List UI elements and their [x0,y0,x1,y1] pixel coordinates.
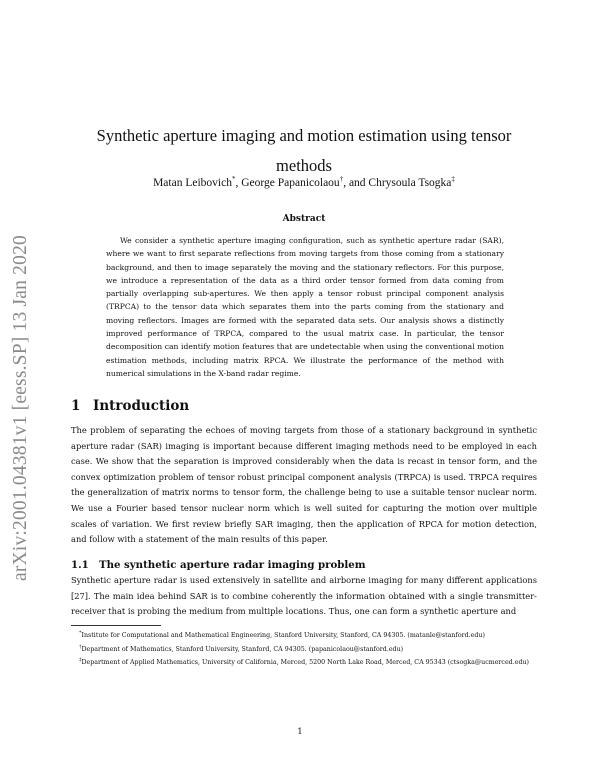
author-name: Matan Leibovich [153,176,232,189]
footnote-text: Institute for Computational and Mathematical Engineering, Stanford University, Stanford, CA 94305. (matanle@stanford.edu) [81,632,485,640]
footnote-text: Department of Applied Mathematics, University of California, Merced, 5200 North Lake Road, Merced, CA 95343 (ctsogka@ucmerced.edu) [81,659,529,667]
section-heading-introduction [71,398,189,414]
paper-title: Synthetic aperture imaging and motion estimation using tensor methods [96,126,512,176]
sar-paragraph: Synthetic aperture radar is used extensively in satellite and airborne imaging for many different applications [27]. The main idea behind SAR is to combine coherently the information obtained with a single transmitter-receiver that is probing the medium from multiple locations. Thus, one can form a synthetic aperture and [71,575,537,617]
subsection-heading-sar [71,559,366,571]
footnote-mark: ‡ [79,657,82,663]
footnote [71,628,537,642]
footnote-text: Department of Mathematics, Stanford University, Stanford, CA 94305. (papanicolaou@stanford.edu) [81,645,404,653]
footnote-mark: * [79,630,82,636]
footnote [71,655,537,669]
footnote-rule [71,625,161,626]
abstract-text: We consider a synthetic aperture imaging configuration, such as synthetic aperture radar (SAR), where we want to first separate reflections from moving targets from those coming from a stationary background, and then to image separately the moving and the stationary reflectors. For this purpose, we introduce a representation of the data as a third order tensor formed from data coming from partially overlapping sub-apertures. We then apply a tensor robust principal component analysis (TRPCA) to the tensor data which separates them into the parts coming from the stationary and moving reflectors. Images are formed with the separated data sets. Our analysis shows a distinctly improved performance of TRPCA, compared to the usual matrix case. In particular, the tensor decomposition can identify motion features that are undetectable when using the conventional motion estimation methods, including matrix RPCA. We illustrate the performance of the method with numerical simulations in the X-band radar regime. [106,236,504,378]
author-separator: , [235,176,242,189]
author-line [70,175,538,189]
abstract-heading: Abstract [282,214,326,224]
introduction-paragraph: The problem of separating the echoes of moving targets from those of a stationary background in synthetic aperture radar (SAR) imaging is important because different imaging methods need to be employed in each case. We show that the separation is improved considerably when the data is recast in tensor form, and the convex optimization problem of tensor robust principal component analysis (TRPCA) is used. TRPCA requires the generalization of matrix norms to tensor form, the challenge being to use a suitable tensor nuclear norm. We use a Fourier based tensor nuclear norm which is well suited for capturing the motion over multiple scales of variation. We first review briefly SAR imaging, then the application of RPCA for motion detection, and follow with a statement of the main results of this paper. [71,425,537,545]
author-name: Chrysoula Tsogka [368,176,452,189]
subsection-title: The synthetic aperture radar imaging problem [99,559,366,571]
section-number: 1 [71,398,81,414]
subsection-number: 1.1 [71,559,89,571]
arxiv-identifier-sidebar [6,208,36,608]
author-separator: , and [343,176,369,189]
footnotes [71,628,537,669]
author-footnote-mark: ‡ [451,175,455,183]
footnote-mark: † [79,643,82,650]
author-footnote-mark: * [231,175,236,183]
page-number: 1 [297,727,303,737]
section-title: Introduction [93,398,190,414]
author-name: George Papanicolaou [241,176,340,189]
arxiv-id: arXiv:2001.04381v1 [eess.SP] 13 Jan 2020 [10,235,32,581]
author-footnote-mark: † [339,175,344,183]
footnote [71,642,537,656]
